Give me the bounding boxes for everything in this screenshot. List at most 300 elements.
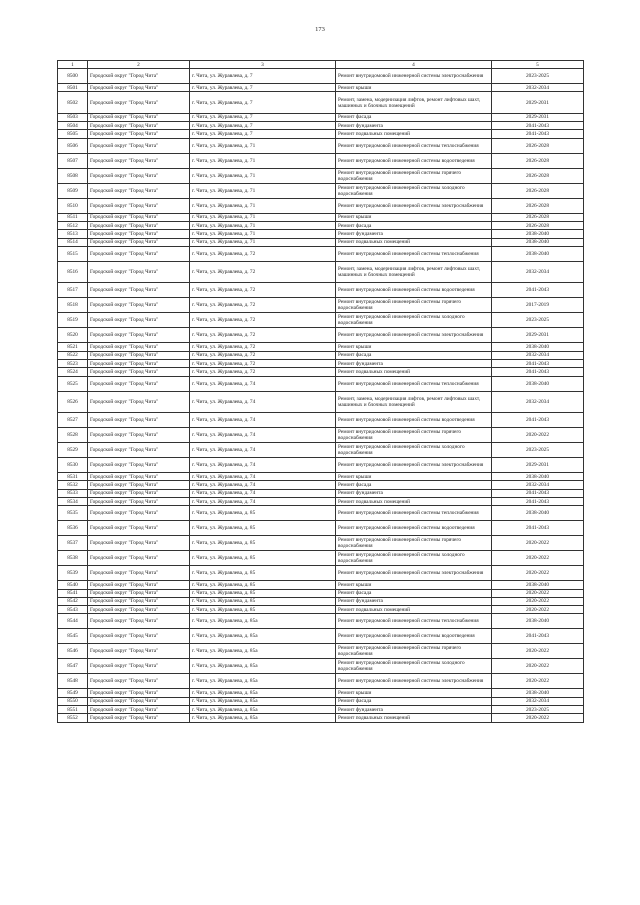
row-number-cell: 8550 [58,697,88,705]
row-number-cell: 8548 [58,674,88,689]
work-type-cell: Ремонт, замена, модернизация лифтов, ремонт лифтовых шахт, машинных и блочных помещений [336,92,492,114]
row-number-cell: 8532 [58,481,88,489]
work-type-cell: Ремонт подвальных помещений [336,497,492,505]
work-type-cell: Ремонт фасада [336,697,492,705]
municipality-cell: Городской округ "Город Чита" [88,122,190,130]
work-type-cell: Ремонт внутридомовой инженерной системы холодного водоснабжения [336,183,492,198]
planned-period-cell: 2029-2031 [492,92,584,114]
row-number-cell: 8549 [58,689,88,697]
work-type-cell: Ремонт внутридомовой инженерной системы электроснабжения [336,198,492,213]
row-number-cell: 8525 [58,376,88,391]
municipality-cell: Городской округ "Город Чита" [88,458,190,473]
municipality-cell: Городской округ "Город Чита" [88,506,190,521]
planned-period-cell: 2020-2022 [492,674,584,689]
planned-period-cell: 2023-2025 [492,313,584,328]
planned-period-cell: 2038-2040 [492,689,584,697]
planned-period-cell: 2032-2034 [492,697,584,705]
planned-period-cell: 2020-2022 [492,551,584,566]
planned-period-cell: 2020-2022 [492,606,584,614]
planned-period-cell: 2020-2022 [492,536,584,551]
planned-period-cell: 2020-2022 [492,714,584,722]
planned-period-cell: 2020-2022 [492,589,584,597]
municipality-cell: Городской округ "Город Чита" [88,168,190,183]
row-number-cell: 8507 [58,153,88,168]
municipality-cell: Городской округ "Город Чита" [88,246,190,261]
work-type-cell: Ремонт внутридомовой инженерной системы горячего водоснабжения [336,168,492,183]
table-row [58,391,584,413]
work-type-cell: Ремонт внутридомовой инженерной системы электроснабжения [336,458,492,473]
column-header: 4 [336,61,492,69]
planned-period-cell: 2026-2028 [492,168,584,183]
planned-period-cell: 2038-2040 [492,506,584,521]
address-cell: г. Чита, ул. Журавлева, д. 74 [190,413,336,428]
address-cell: г. Чита, ул. Журавлева, д. 85 [190,566,336,581]
table-row [58,376,584,391]
table-row [58,697,584,705]
row-number-cell: 8547 [58,659,88,674]
row-number-cell: 8501 [58,84,88,92]
table-row [58,566,584,581]
table-row [58,714,584,722]
planned-period-cell: 2041-2043 [492,130,584,138]
municipality-cell: Городской округ "Город Чита" [88,138,190,153]
municipality-cell: Городской округ "Город Чита" [88,351,190,359]
municipality-cell: Городской округ "Город Чита" [88,706,190,714]
work-type-cell: Ремонт фасада [336,351,492,359]
work-type-cell: Ремонт крыши [336,213,492,221]
row-number-cell: 8516 [58,261,88,283]
table-row [58,168,584,183]
work-type-cell: Ремонт фундамента [336,230,492,238]
work-type-cell: Ремонт крыши [336,343,492,351]
work-type-cell: Ремонт подвальных помещений [336,714,492,722]
work-type-cell: Ремонт внутридомовой инженерной системы горячего водоснабжения [336,428,492,443]
municipality-cell: Городской округ "Город Чита" [88,198,190,213]
planned-period-cell: 2023-2025 [492,69,584,84]
work-type-cell: Ремонт фасада [336,481,492,489]
row-number-cell: 8546 [58,644,88,659]
table-row [58,92,584,114]
row-number-cell: 8552 [58,714,88,722]
work-type-cell: Ремонт внутридомовой инженерной системы электроснабжения [336,674,492,689]
work-type-cell: Ремонт внутридомовой инженерной системы теплоснабжения [336,138,492,153]
table-row [58,351,584,359]
row-number-cell: 8522 [58,351,88,359]
row-number-cell: 8511 [58,213,88,221]
planned-period-cell: 2026-2028 [492,153,584,168]
row-number-cell: 8540 [58,581,88,589]
municipality-cell: Городской округ "Город Чита" [88,714,190,722]
work-type-cell: Ремонт подвальных помещений [336,238,492,246]
municipality-cell: Городской округ "Город Чита" [88,443,190,458]
column-header: 2 [88,61,190,69]
work-type-cell: Ремонт внутридомовой инженерной системы холодного водоснабжения [336,443,492,458]
planned-period-cell: 2041-2043 [492,122,584,130]
work-type-cell: Ремонт фундамента [336,706,492,714]
municipality-cell: Городской округ "Город Чита" [88,606,190,614]
table-row [58,551,584,566]
municipality-cell: Городской округ "Город Чита" [88,113,190,121]
municipality-cell: Городской округ "Город Чита" [88,614,190,629]
address-cell: г. Чита, ул. Журавлева, д. 7 [190,122,336,130]
planned-period-cell: 2026-2028 [492,138,584,153]
municipality-cell: Городской округ "Город Чита" [88,153,190,168]
address-cell: г. Чита, ул. Журавлева, д. 85а [190,689,336,697]
table-row [58,481,584,489]
address-cell: г. Чита, ул. Журавлева, д. 71 [190,153,336,168]
work-type-cell: Ремонт фасада [336,589,492,597]
address-cell: г. Чита, ул. Журавлева, д. 85а [190,614,336,629]
row-number-cell: 8521 [58,343,88,351]
municipality-cell: Городской округ "Город Чита" [88,313,190,328]
work-type-cell: Ремонт внутридомовой инженерной системы холодного водоснабжения [336,313,492,328]
work-type-cell: Ремонт фундамента [336,489,492,497]
address-cell: г. Чита, ул. Журавлева, д. 74 [190,391,336,413]
address-cell: г. Чита, ул. Журавлева, д. 71 [190,238,336,246]
work-type-cell: Ремонт фундамента [336,597,492,605]
table-row [58,213,584,221]
table-row [58,368,584,376]
planned-period-cell: 2020-2022 [492,659,584,674]
row-number-cell: 8523 [58,359,88,367]
work-type-cell: Ремонт крыши [336,84,492,92]
planned-period-cell: 2017-2019 [492,298,584,313]
address-cell: г. Чита, ул. Журавлева, д. 74 [190,497,336,505]
address-cell: г. Чита, ул. Журавлева, д. 72 [190,313,336,328]
row-number-cell: 8519 [58,313,88,328]
column-header: 3 [190,61,336,69]
column-number-row [58,61,584,69]
table-row [58,674,584,689]
planned-period-cell: 2029-2031 [492,328,584,343]
column-header: 1 [58,61,88,69]
table-row [58,428,584,443]
row-number-cell: 8533 [58,489,88,497]
address-cell: г. Чита, ул. Журавлева, д. 7 [190,84,336,92]
address-cell: г. Чита, ул. Журавлева, д. 85а [190,674,336,689]
address-cell: г. Чита, ул. Журавлева, д. 7 [190,130,336,138]
table-row [58,261,584,283]
table-row [58,689,584,697]
row-number-cell: 8534 [58,497,88,505]
planned-period-cell: 2038-2040 [492,614,584,629]
municipality-cell: Городской округ "Город Чита" [88,213,190,221]
table-row [58,122,584,130]
table-row [58,84,584,92]
address-cell: г. Чита, ул. Журавлева, д. 72 [190,343,336,351]
municipality-cell: Городской округ "Город Чита" [88,84,190,92]
work-type-cell: Ремонт внутридомовой инженерной системы водоотведения [336,413,492,428]
work-type-cell: Ремонт фундамента [336,359,492,367]
work-type-cell: Ремонт внутридомовой инженерной системы водоотведения [336,283,492,298]
planned-period-cell: 2032-2034 [492,261,584,283]
work-type-cell: Ремонт фасада [336,221,492,229]
municipality-cell: Городской округ "Город Чита" [88,497,190,505]
work-type-cell: Ремонт внутридомовой инженерной системы теплоснабжения [336,506,492,521]
address-cell: г. Чита, ул. Журавлева, д. 71 [190,230,336,238]
address-cell: г. Чита, ул. Журавлева, д. 85а [190,659,336,674]
row-number-cell: 8504 [58,122,88,130]
address-cell: г. Чита, ул. Журавлева, д. 72 [190,246,336,261]
table-row [58,298,584,313]
address-cell: г. Чита, ул. Журавлева, д. 85а [190,629,336,644]
municipality-cell: Городской округ "Город Чита" [88,659,190,674]
municipality-cell: Городской округ "Город Чита" [88,428,190,443]
address-cell: г. Чита, ул. Журавлева, д. 7 [190,69,336,84]
work-type-cell: Ремонт внутридомовой инженерной системы водоотведения [336,521,492,536]
row-number-cell: 8505 [58,130,88,138]
address-cell: г. Чита, ул. Журавлева, д. 74 [190,376,336,391]
planned-period-cell: 2026-2028 [492,221,584,229]
address-cell: г. Чита, ул. Журавлева, д. 72 [190,283,336,298]
table-row [58,283,584,298]
column-header: 5 [492,61,584,69]
work-type-cell: Ремонт фундамента [336,122,492,130]
planned-period-cell: 2041-2043 [492,283,584,298]
address-cell: г. Чита, ул. Журавлева, д. 72 [190,298,336,313]
planned-period-cell: 2020-2022 [492,644,584,659]
planned-period-cell: 2032-2034 [492,84,584,92]
table-row [58,443,584,458]
planned-period-cell: 2038-2040 [492,230,584,238]
municipality-cell: Городской округ "Город Чита" [88,230,190,238]
planned-period-cell: 2029-2031 [492,458,584,473]
municipality-cell: Городской округ "Город Чита" [88,221,190,229]
address-cell: г. Чита, ул. Журавлева, д. 74 [190,481,336,489]
planned-period-cell: 2020-2022 [492,428,584,443]
planned-period-cell: 2041-2043 [492,497,584,505]
municipality-cell: Городской округ "Город Чита" [88,130,190,138]
row-number-cell: 8513 [58,230,88,238]
row-number-cell: 8515 [58,246,88,261]
address-cell: г. Чита, ул. Журавлева, д. 85 [190,597,336,605]
row-number-cell: 8538 [58,551,88,566]
address-cell: г. Чита, ул. Журавлева, д. 7 [190,92,336,114]
work-type-cell: Ремонт внутридомовой инженерной системы холодного водоснабжения [336,551,492,566]
municipality-cell: Городской округ "Город Чита" [88,343,190,351]
table-row [58,246,584,261]
planned-period-cell: 2041-2043 [492,359,584,367]
municipality-cell: Городской округ "Город Чита" [88,391,190,413]
work-type-cell: Ремонт крыши [336,689,492,697]
table-row [58,606,584,614]
planned-period-cell: 2041-2043 [492,629,584,644]
planned-period-cell: 2038-2040 [492,376,584,391]
table-row [58,413,584,428]
row-number-cell: 8509 [58,183,88,198]
planned-period-cell: 2026-2028 [492,183,584,198]
row-number-cell: 8535 [58,506,88,521]
address-cell: г. Чита, ул. Журавлева, д. 85 [190,551,336,566]
row-number-cell: 8503 [58,113,88,121]
table-row [58,130,584,138]
municipality-cell: Городской округ "Город Чита" [88,473,190,481]
address-cell: г. Чита, ул. Журавлева, д. 71 [190,168,336,183]
planned-period-cell: 2026-2028 [492,198,584,213]
planned-period-cell: 2032-2034 [492,481,584,489]
row-number-cell: 8508 [58,168,88,183]
address-cell: г. Чита, ул. Журавлева, д. 85а [190,706,336,714]
municipality-cell: Городской округ "Город Чита" [88,566,190,581]
table-row [58,659,584,674]
address-cell: г. Чита, ул. Журавлева, д. 74 [190,473,336,481]
municipality-cell: Городской округ "Город Чита" [88,359,190,367]
work-type-cell: Ремонт внутридомовой инженерной системы электроснабжения [336,69,492,84]
table-row [58,536,584,551]
row-number-cell: 8545 [58,629,88,644]
row-number-cell: 8506 [58,138,88,153]
address-cell: г. Чита, ул. Журавлева, д. 85 [190,581,336,589]
municipality-cell: Городской округ "Город Чита" [88,481,190,489]
address-cell: г. Чита, ул. Журавлева, д. 72 [190,368,336,376]
planned-period-cell: 2026-2028 [492,213,584,221]
row-number-cell: 8543 [58,606,88,614]
work-type-cell: Ремонт внутридомовой инженерной системы электроснабжения [336,566,492,581]
planned-period-cell: 2041-2043 [492,489,584,497]
work-type-cell: Ремонт внутридомовой инженерной системы горячего водоснабжения [336,298,492,313]
work-type-cell: Ремонт фасада [336,113,492,121]
address-cell: г. Чита, ул. Журавлева, д. 74 [190,443,336,458]
table-row [58,343,584,351]
table-row [58,230,584,238]
work-type-cell: Ремонт внутридомовой инженерной системы теплоснабжения [336,246,492,261]
work-type-cell: Ремонт, замена, модернизация лифтов, ремонт лифтовых шахт, машинных и блочных помещений [336,391,492,413]
row-number-cell: 8518 [58,298,88,313]
municipality-cell: Городской округ "Город Чита" [88,644,190,659]
address-cell: г. Чита, ул. Журавлева, д. 74 [190,489,336,497]
planned-period-cell: 2032-2034 [492,391,584,413]
table-row [58,198,584,213]
municipality-cell: Городской округ "Город Чита" [88,183,190,198]
row-number-cell: 8528 [58,428,88,443]
planned-period-cell: 2038-2040 [492,246,584,261]
table-row [58,183,584,198]
row-number-cell: 8542 [58,597,88,605]
table-row [58,473,584,481]
work-type-cell: Ремонт, замена, модернизация лифтов, ремонт лифтовых шахт, машинных и блочных помещений [336,261,492,283]
planned-period-cell: 2020-2022 [492,566,584,581]
row-number-cell: 8520 [58,328,88,343]
table-row [58,629,584,644]
row-number-cell: 8536 [58,521,88,536]
table-row [58,614,584,629]
row-number-cell: 8537 [58,536,88,551]
address-cell: г. Чита, ул. Журавлева, д. 74 [190,458,336,473]
work-type-cell: Ремонт внутридомовой инженерной системы водоотведения [336,153,492,168]
municipality-cell: Городской округ "Город Чита" [88,92,190,114]
planned-period-cell: 2023-2025 [492,706,584,714]
address-cell: г. Чита, ул. Журавлева, д. 72 [190,261,336,283]
work-type-cell: Ремонт подвальных помещений [336,606,492,614]
work-type-cell: Ремонт внутридомовой инженерной системы холодного водоснабжения [336,659,492,674]
row-number-cell: 8502 [58,92,88,114]
municipality-cell: Городской округ "Город Чита" [88,69,190,84]
row-number-cell: 8541 [58,589,88,597]
address-cell: г. Чита, ул. Журавлева, д. 85 [190,606,336,614]
municipality-cell: Городской округ "Город Чита" [88,489,190,497]
row-number-cell: 8544 [58,614,88,629]
municipality-cell: Городской округ "Город Чита" [88,238,190,246]
table-row [58,706,584,714]
work-type-cell: Ремонт крыши [336,473,492,481]
address-cell: г. Чита, ул. Журавлева, д. 85а [190,697,336,705]
row-number-cell: 8531 [58,473,88,481]
row-number-cell: 8510 [58,198,88,213]
planned-period-cell: 2023-2025 [492,443,584,458]
address-cell: г. Чита, ул. Журавлева, д. 71 [190,198,336,213]
address-cell: г. Чита, ул. Журавлева, д. 85а [190,644,336,659]
municipality-cell: Городской округ "Город Чита" [88,689,190,697]
address-cell: г. Чита, ул. Журавлева, д. 85 [190,521,336,536]
planned-period-cell: 2038-2040 [492,238,584,246]
municipality-cell: Городской округ "Город Чита" [88,283,190,298]
table-row [58,313,584,328]
work-type-cell: Ремонт подвальных помещений [336,368,492,376]
municipality-cell: Городской округ "Город Чита" [88,368,190,376]
address-cell: г. Чита, ул. Журавлева, д. 85 [190,589,336,597]
page-number: 173 [315,26,325,33]
work-type-cell: Ремонт внутридомовой инженерной системы теплоснабжения [336,376,492,391]
table-row [58,506,584,521]
address-cell: г. Чита, ул. Журавлева, д. 7 [190,113,336,121]
table-row [58,138,584,153]
work-type-cell: Ремонт внутридомовой инженерной системы электроснабжения [336,328,492,343]
table-row [58,497,584,505]
table-row [58,359,584,367]
row-number-cell: 8539 [58,566,88,581]
planned-period-cell: 2038-2040 [492,473,584,481]
table-row [58,489,584,497]
municipality-cell: Городской округ "Город Чита" [88,597,190,605]
address-cell: г. Чита, ул. Журавлева, д. 72 [190,359,336,367]
row-number-cell: 8514 [58,238,88,246]
table-row [58,644,584,659]
address-cell: г. Чита, ул. Журавлева, д. 71 [190,183,336,198]
row-number-cell: 8512 [58,221,88,229]
row-number-cell: 8529 [58,443,88,458]
address-cell: г. Чита, ул. Журавлева, д. 85 [190,536,336,551]
planned-period-cell: 2038-2040 [492,343,584,351]
table-row [58,113,584,121]
address-cell: г. Чита, ул. Журавлева, д. 72 [190,351,336,359]
row-number-cell: 8530 [58,458,88,473]
work-type-cell: Ремонт подвальных помещений [336,130,492,138]
planned-period-cell: 2032-2034 [492,351,584,359]
table-row [58,521,584,536]
work-type-cell: Ремонт внутридомовой инженерной системы горячего водоснабжения [336,536,492,551]
work-type-cell: Ремонт внутридомовой инженерной системы водоотведения [336,629,492,644]
planned-period-cell: 2029-2031 [492,113,584,121]
municipality-cell: Городской округ "Город Чита" [88,589,190,597]
municipality-cell: Городской округ "Город Чита" [88,581,190,589]
table-row [58,153,584,168]
planned-period-cell: 2041-2043 [492,368,584,376]
row-number-cell: 8524 [58,368,88,376]
municipality-cell: Городской округ "Город Чита" [88,674,190,689]
address-cell: г. Чита, ул. Журавлева, д. 85 [190,506,336,521]
row-number-cell: 8527 [58,413,88,428]
municipality-cell: Городской округ "Город Чита" [88,298,190,313]
table-row [58,328,584,343]
row-number-cell: 8517 [58,283,88,298]
table-row [58,597,584,605]
row-number-cell: 8526 [58,391,88,413]
row-number-cell: 8500 [58,69,88,84]
row-number-cell: 8551 [58,706,88,714]
planned-period-cell: 2020-2022 [492,597,584,605]
address-cell: г. Чита, ул. Журавлева, д. 72 [190,328,336,343]
table-body [58,69,584,723]
